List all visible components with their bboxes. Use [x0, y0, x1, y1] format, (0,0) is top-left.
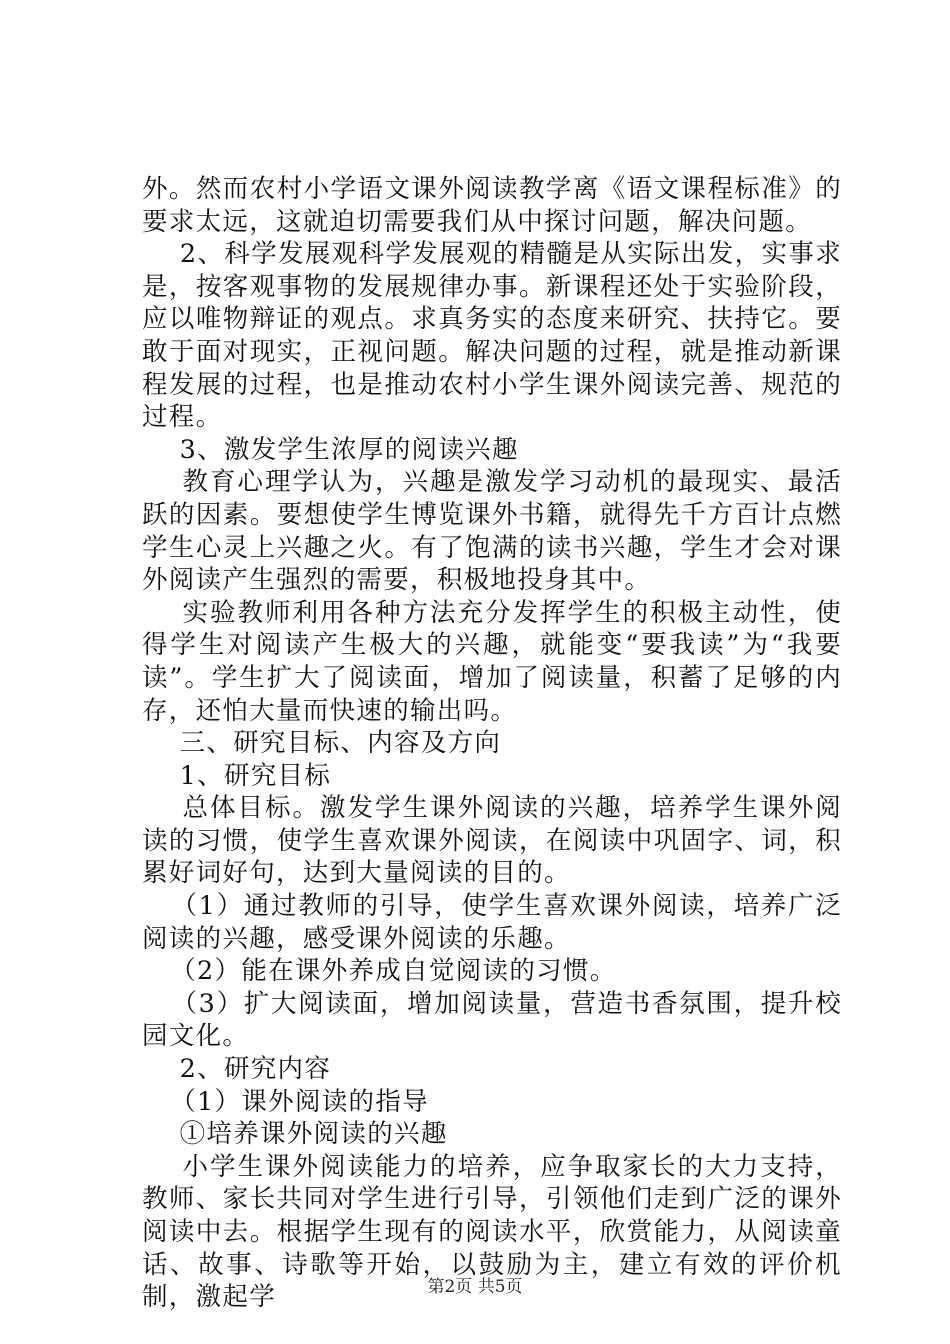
- document-body: [142, 173, 842, 1314]
- paragraph: 实验教师利用各种方法充分发挥学生的积极主动性，使得学生对阅读产生极大的兴趣，就能变“要我读”为“我要读”。学生扩大了阅读面，增加了阅读量，积蓄了足够的内存，还怕大量而快速的输出吗。: [142, 597, 843, 726]
- paragraph: 3、激发学生浓厚的阅读兴趣: [142, 434, 519, 465]
- list-item: （2）能在课外养成自觉阅读的习惯。: [142, 956, 617, 987]
- subsection-heading: 2、研究内容: [142, 1054, 332, 1085]
- list-item: ①培养课外阅读的兴趣: [142, 1119, 448, 1150]
- paragraph: 2、科学发展观科学发展观的精髓是从实际出发，实事求是，按客观事物的发展规律办事。新课程还处于实验阶段，应以唯物辩证的观点。求真务实的态度来研究、扶持它。要敢于面对现实，正视问题。解决问题的过程，就是推动新课程发展的过程，也是推动农村小学生课外阅读完善、规范的过程。: [142, 239, 842, 433]
- section-heading: 三、研究目标、内容及方向: [142, 728, 502, 759]
- page-footer: [0, 1272, 950, 1297]
- page-number: 第2页 共5页: [427, 1277, 523, 1297]
- list-item: （1）通过教师的引导，使学生喜欢课外阅读，培养广泛阅读的兴趣，感受课外阅读的乐趣。: [142, 891, 842, 954]
- paragraph: 总体目标。激发学生课外阅读的兴趣，培养学生课外阅读的习惯，使学生喜欢课外阅读，在阅读中巩固字、词，积累好词好句，达到大量阅读的目的。: [142, 793, 843, 889]
- subsection-heading: 1、研究目标: [142, 760, 332, 791]
- paragraph: 小学生课外阅读能力的培养，应争取家长的大力支持，教师、家长共同对学生进行引导，引领他们走到广泛的课外阅读中去。根据学生现有的阅读水平，欣赏能力，从阅读童话、故事、诗歌等开始，以鼓励为主，建立有效的评价机制，激起学: [142, 1151, 843, 1313]
- paragraph: 教育心理学认为，兴趣是激发学习动机的最现实、最活跃的因素。要想使学生博览课外书籍，就得先千方百计点燃学生心灵上兴趣之火。有了饱满的读书兴趣，学生才会对课外阅读产生强烈的需要，积极地投身其中。: [142, 467, 843, 596]
- paragraph: 外。然而农村小学语文课外阅读教学离《语文课程标准》的要求太远，这就迫切需要我们从中探讨问题，解决问题。: [142, 174, 842, 237]
- list-item: （1）课外阅读的指导: [142, 1086, 429, 1117]
- list-item: （3）扩大阅读面，增加阅读量，营造书香氛围，提升校园文化。: [142, 988, 842, 1052]
